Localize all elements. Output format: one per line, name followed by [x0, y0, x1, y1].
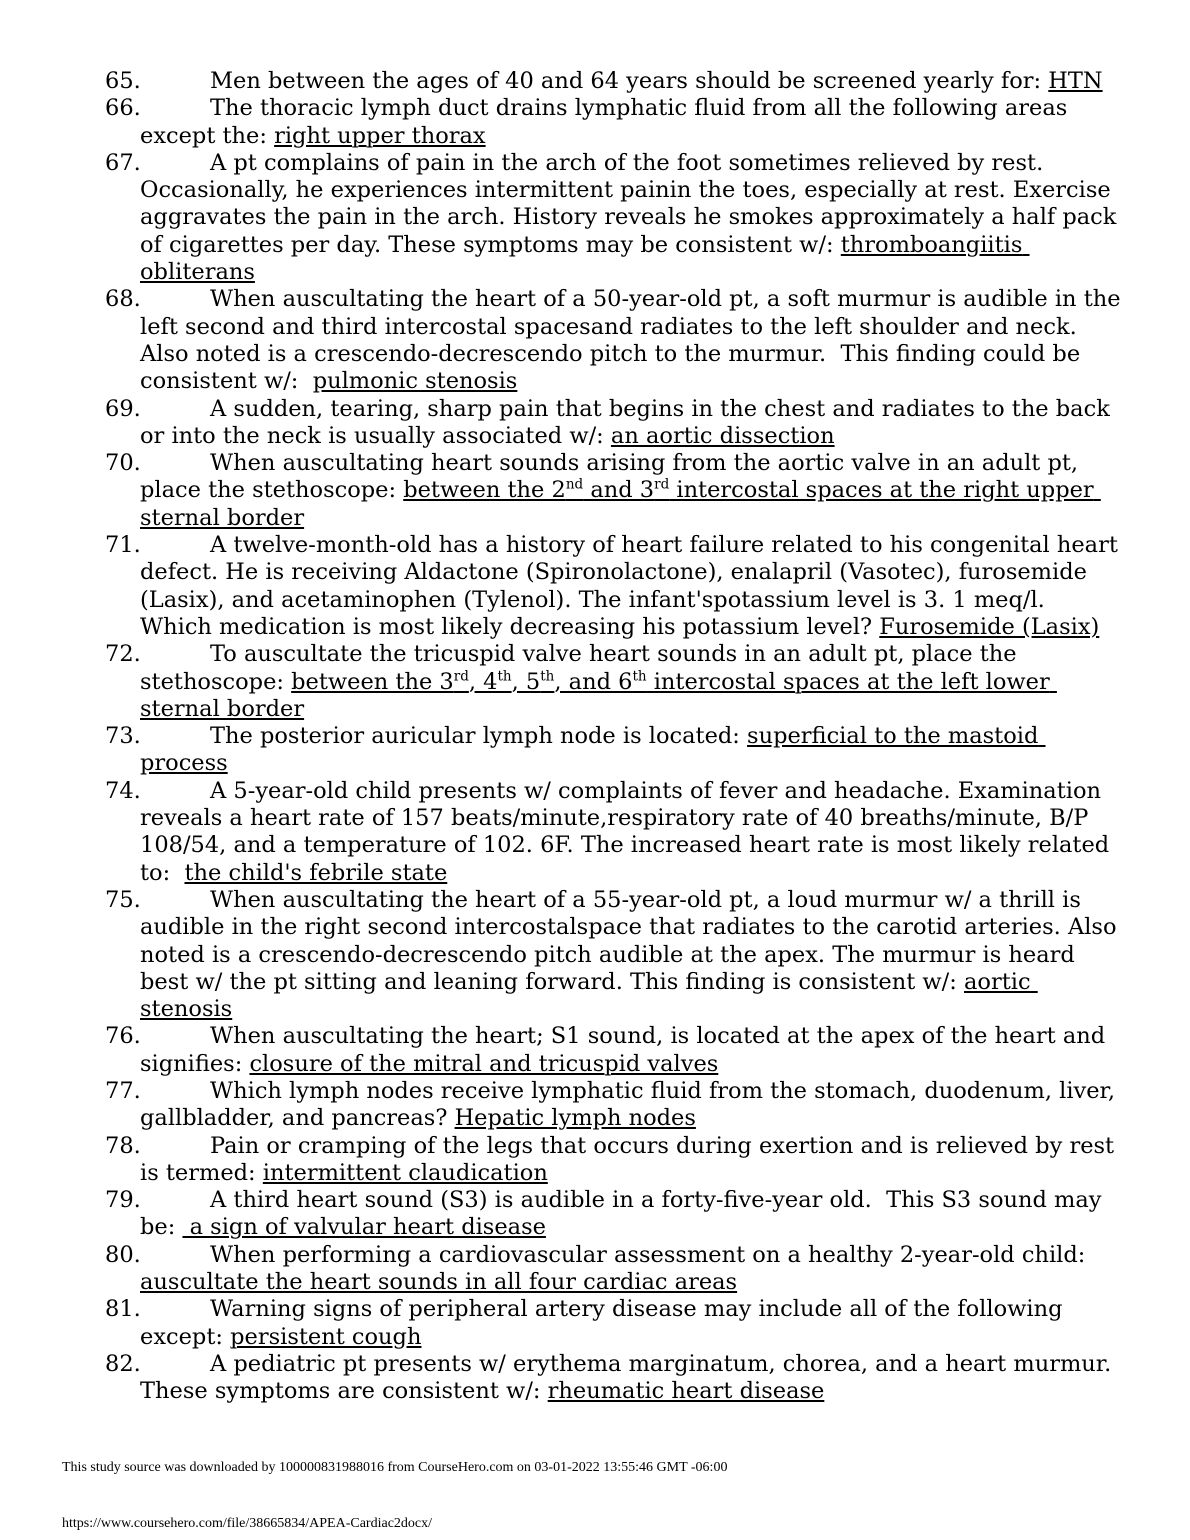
answer-segment: Hepatic lymph nodes [454, 1105, 696, 1132]
question-text: A sudden, tearing, sharp pain that begins in the chest and radiates to the back or into the neck is usually associated w/: [140, 395, 1117, 449]
question-item [105, 95, 1125, 150]
question-text: When auscultating heart sounds arising from the aortic valve in an adult pt, place the stethoscope: [140, 450, 1086, 504]
answer-segment: intercostal spaces at the right upper sternal border [140, 477, 1101, 531]
question-item [105, 641, 1125, 723]
question-item [105, 1078, 1125, 1133]
question-text: A twelve-month-old has a history of heart failure related to his congenital heart defect. He is receiving Aldactone (Spironolactone), enalapril (Vasotec), furosemide (Lasix), and acetaminophen (Tylenol). The infant'spotassium level is 3. 1 meq/l. Which medication is most likely decreasing his potassium level? [140, 532, 1126, 640]
answer-segment: an aortic dissection [610, 422, 835, 449]
answer-segment: and 3 [583, 477, 655, 504]
answer-ordinal-suffix: th [497, 668, 512, 685]
answer-text [313, 368, 518, 394]
answer-ordinal-suffix: th [540, 668, 555, 685]
source-url: https://www.coursehero.com/file/38665834/APEA-Cardiac2docx/ [62, 1516, 433, 1531]
question-item [105, 68, 1125, 95]
question-item [105, 887, 1125, 1023]
question-text: When auscultating the heart of a 55-year-old pt, a loud murmur w/ a thrill is audible in the right second intercostalspace that radiates to the carotid arteries. Also noted is a crescendo-decrescendo pitch audible at the apex. The murmur is heard best w/ the pt sitting and leaning forward. This finding is consistent w/: [140, 886, 1124, 995]
question-text: A 5-year-old child presents w/ complaints of fever and headache. Examination reveals a heart rate of 157 beats/minute,respiratory rate of 40 breaths/minute, B/P 108/54, and a temperature of 102. 6F. The increased heart rate is most likely related to: [140, 777, 1117, 886]
question-text: A pediatric pt presents w/ erythema marginatum, chorea, and a heart murmur. These symptoms are consistent w/: [140, 1350, 1126, 1405]
question-item [105, 1187, 1125, 1242]
answer-segment: HTN [1048, 68, 1103, 94]
question-number: 68. [105, 286, 141, 313]
question-text: When auscultating the heart of a 50-year-old pt, a soft murmur is audible in the left second and third intercostal spacesand radiates to the left shoulder and neck. Also noted is a crescendo-decrescendo pitch to the murmur. This finding could be consistent w/: [140, 286, 1128, 395]
question-item [105, 450, 1125, 532]
answer-text [182, 1214, 545, 1240]
question-item [105, 1296, 1125, 1351]
question-number: 65. [105, 68, 141, 94]
question-item [105, 723, 1125, 778]
answer-ordinal-suffix: rd [453, 668, 469, 685]
answer-segment: intercostal spaces at the left lower sternal border [140, 668, 1057, 722]
answer-text [249, 1051, 718, 1077]
question-number: 82. [105, 1350, 141, 1377]
answer-text [263, 1160, 548, 1186]
answer-segment: rheumatic heart disease [547, 1378, 825, 1405]
answer-segment: thromboangiitis obliterans [140, 231, 1030, 286]
answer-text [611, 423, 835, 449]
question-number: 72. [105, 641, 141, 668]
question-item [105, 396, 1125, 451]
question-item [105, 778, 1125, 887]
download-notice: This study source was downloaded by 100000831988016 from CourseHero.com on 03-01-2022 13:55:46 GMT -06:00 [62, 1460, 728, 1475]
question-text: A third heart sound (S3) is audible in a forty-five-year old. This S3 sound may be: [140, 1187, 1109, 1241]
answer-text [230, 1324, 421, 1350]
question-number: 69. [105, 395, 141, 422]
question-item [105, 150, 1125, 286]
question-item [105, 1242, 1125, 1297]
answer-segment: persistent cough [230, 1323, 422, 1350]
question-text: Men between the ages of 40 and 64 years should be screened yearly for: [210, 68, 1049, 94]
answer-segment: , 5 [511, 668, 541, 695]
answer-segment: the child's febrile state [184, 859, 448, 886]
question-text: When performing a cardiovascular assessment on a healthy 2-year-old child: [210, 1241, 1093, 1268]
answer-text [455, 1105, 696, 1131]
question-number: 81. [105, 1296, 141, 1323]
question-number: 78. [105, 1132, 141, 1159]
question-number: 66. [105, 95, 141, 122]
question-text: When auscultating the heart; S1 sound, is located at the apex of the heart and signifies: [140, 1023, 1113, 1077]
answer-text [548, 1378, 825, 1404]
question-number: 67. [105, 149, 141, 176]
question-text: To auscultate the tricuspid valve heart sounds in an adult pt, place the stethoscope: [140, 641, 1024, 695]
question-text: The thoracic lymph duct drains lymphatic fluid from all the following areas except the: [140, 95, 1075, 149]
answer-text [1048, 68, 1102, 94]
answer-segment: , and 6 [554, 668, 633, 695]
question-number: 79. [105, 1187, 141, 1214]
answer-segment: superficial to the mastoid process [140, 723, 1046, 777]
question-text: Pain or cramping of the legs that occurs during exertion and is relieved by rest is termed: [140, 1132, 1122, 1186]
question-text: Which lymph nodes receive lymphatic fluid from the stomach, duodenum, liver, gallbladder, and pancreas? [140, 1077, 1123, 1132]
answer-text [140, 1269, 737, 1295]
answer-ordinal-suffix: nd [565, 476, 584, 493]
question-item [105, 1351, 1125, 1406]
question-number: 80. [105, 1241, 141, 1268]
question-number: 74. [105, 777, 141, 804]
answer-text [274, 123, 486, 149]
answer-segment: intermittent claudication [262, 1159, 548, 1186]
answer-ordinal-suffix: th [632, 668, 647, 685]
answer-segment: , 4 [468, 668, 498, 695]
question-number: 75. [105, 886, 141, 913]
answer-segment: Furosemide (Lasix) [879, 613, 1100, 640]
question-number: 70. [105, 450, 141, 477]
question-item [105, 1023, 1125, 1078]
answer-text [184, 860, 447, 886]
answer-segment: closure of the mitral and tricuspid valves [249, 1050, 719, 1077]
answer-segment: between the 2 [403, 477, 566, 504]
question-text: Warning signs of peripheral artery disease may include all of the following except: [140, 1296, 1070, 1350]
answer-segment: right upper thorax [274, 122, 486, 149]
answer-text [879, 614, 1099, 640]
question-item [105, 286, 1128, 395]
question-item [105, 532, 1125, 641]
answer-segment: pulmonic stenosis [312, 368, 518, 395]
answer-segment: aortic stenosis [140, 968, 1038, 1023]
question-number: 73. [105, 723, 141, 750]
answer-ordinal-suffix: rd [654, 476, 670, 493]
answer-segment: a sign of valvular heart disease [182, 1214, 546, 1241]
answer-segment: auscultate the heart sounds in all four cardiac areas [140, 1269, 738, 1296]
question-number: 77. [105, 1077, 141, 1104]
document-body [105, 68, 1128, 1406]
question-text: A pt complains of pain in the arch of the foot sometimes relieved by rest. Occasionally, he experiences intermittent painin the toes, especially at rest. Exercise aggravates the pain in the arch. History reveals he smokes approximately a half pack of cigarettes per day. These symptoms may be consistent w/: [140, 149, 1124, 258]
answer-segment: between the 3 [291, 668, 454, 695]
question-number: 71. [105, 532, 141, 559]
question-text: The posterior auricular lymph node is located: [210, 723, 748, 750]
question-item [105, 1133, 1125, 1188]
question-number: 76. [105, 1023, 141, 1050]
